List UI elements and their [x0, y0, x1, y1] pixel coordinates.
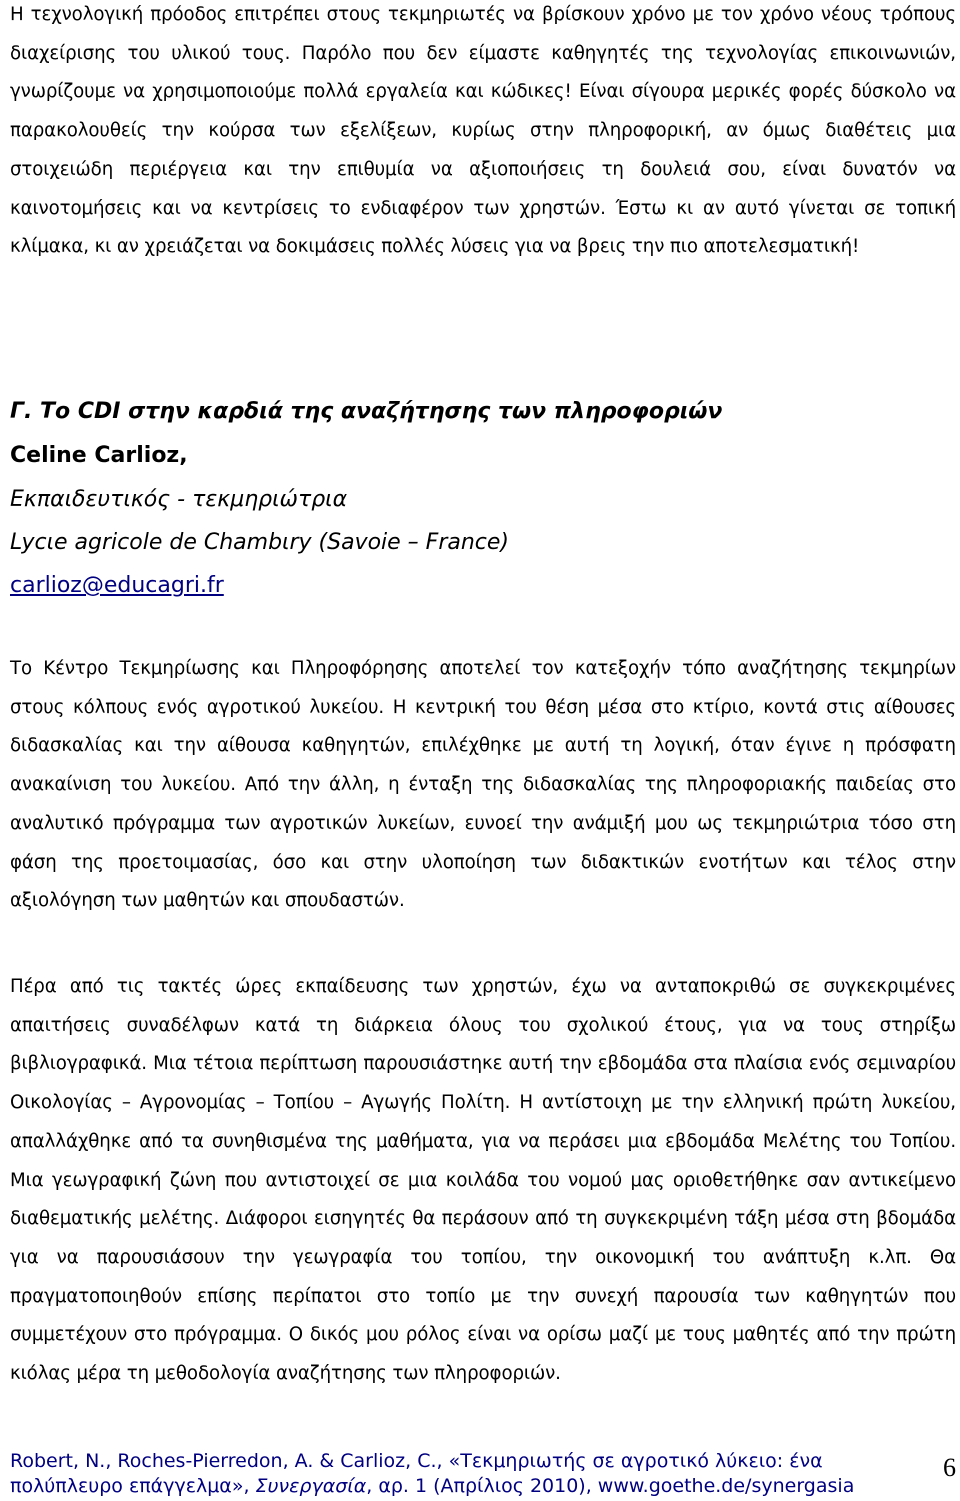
intro-paragraph: Η τεχνολογική πρόοδος επιτρέπει στους τεκμηριωτές να βρίσκουν χρόνο με τον χρόνο νέους τρόπους διαχείρισης του υλικού τους. Παρόλο που δεν είμαστε καθηγητές της τεχνολογίας επικοινωνιών, γνωρίζουμε να χρησιμοποιούμε πολλά εργαλεία και κώδικες! Είναι σίγουρα μερικές φορές δύσκολο να παρακολουθείς την κούρσα των εξελίξεων, κυρίως στην πληροφορική, αν όμως διαθέτεις μια στοιχειώδη περιέργεια και την επιθυμία να αξιοποιήσεις τη δουλειά σου, είναι δυνατόν να καινοτομήσεις και να κεντρίσεις το ενδιαφέρον των χρηστών. Έστω κι αν αυτό γίνεται σε τοπική κλίμακα, κι αν χρειάζεται να δοκιμάσεις πολλές λύσεις για να βρεις την πιο αποτελεσματική! — [10, 4, 956, 258]
section-heading: Γ. Το CDI στην καρδιά της αναζήτησης των πληροφοριών — [10, 399, 723, 424]
training-paragraph: Πέρα από τις τακτές ώρες εκπαίδευσης των χρηστών, έχω να ανταποκριθώ σε συγκεκριμένες απαιτήσεις συναδέλφων κατά τη διάρκεια όλους του σχολικού έτους, για να τους στηρίξω βιβλιογραφικά. Μια τέτοια περίπτωση παρουσιάστηκε αυτή την εβδομάδα στα πλαίσια ενός σεμιναρίου Οικολογίας – Αγρονομίας – Τοπίου – Αγωγής Πολίτη. Η αντίστοιχη με την ελληνική πρώτη λυκείου, απαλλάχθηκε από τα συνηθισμένα της μαθήματα, για να περάσει μια εβδομάδα Μελέτης του Τοπίου. Μια γεωγραφική ζώνη που αντιστοιχεί σε μια κοιλάδα του νομού μας οριοθετήθηκε σαν αντικείμενο διαθεματικής μελέτης. Διάφοροι εισηγητές θα περάσουν από τη συγκεκριμένη τάξη μέσα στη βδομάδα για να παρουσιάσουν την γεωγραφία του τοπίου, την οικονομική του ανάπτυξη κ.λπ. Θα πραγματοποιηθούν επίσης περίπατοι στο τοπίο με την συνεχή παρουσία των καθηγητών που συμμετέχουν στο πρόγραμμα. Ο δικός μου ρόλος είναι να ορίσω μαζί με τους μαθητές από την πρώτη κιόλας μέρα τη μεθοδολογία αναζήτησης των πληροφοριών. — [10, 976, 956, 1385]
page-number: 6 — [943, 1453, 956, 1482]
author-school: Lycιe agricole de Chambιry (Savoie – France) — [10, 530, 510, 555]
citation-text-2: , αρ. 1 (Απρίλιος 2010), www.goethe.de/synergasia — [366, 1475, 855, 1497]
citation-journal: Συνεργασία — [255, 1475, 367, 1497]
author-name: Celine Carlioz, — [10, 443, 188, 468]
cdi-paragraph: Το Κέντρο Τεκμηρίωσης και Πληροφόρησης αποτελεί τον κατεξοχήν τόπο αναζήτησης τεκμηρίων στους κόλπους ενός αγροτικού λυκείου. Η κεντρική του θέση μέσα στο κτίριο, κοντά στις αίθουσες διδασκαλίας και την αίθουσα καθηγητών, επιλέχθηκε με αυτή τη λογική, όταν έγινε η πρόσφατη ανακαίνιση του λυκείου. Από την άλλη, η ένταξη της διδασκαλίας της πληροφοριακής παιδείας στο αναλυτικό πρόγραμμα των αγροτικών λυκείων, ευνοεί την ανάμιξή μου ως τεκμηριώτρια τόσο στη φάση της προετοιμασίας, όσο και στην υλοποίηση των διδακτικών ενοτήτων και τέλος στην αξιολόγηση των μαθητών και σπουδαστών. — [10, 658, 956, 912]
author-role: Εκπαιδευτικός - τεκμηριώτρια — [10, 487, 348, 512]
citation-text-1: Robert, N., Roches-Pierredon, A. & Carlioz, C., «Τεκμηριωτής σε αγροτικό λύκειο: ένα πολύπλευρο επάγγελμα», — [10, 1450, 823, 1497]
footer-citation — [10, 1449, 910, 1499]
author-email-link[interactable]: carlioz@educagri.fr — [10, 573, 224, 598]
